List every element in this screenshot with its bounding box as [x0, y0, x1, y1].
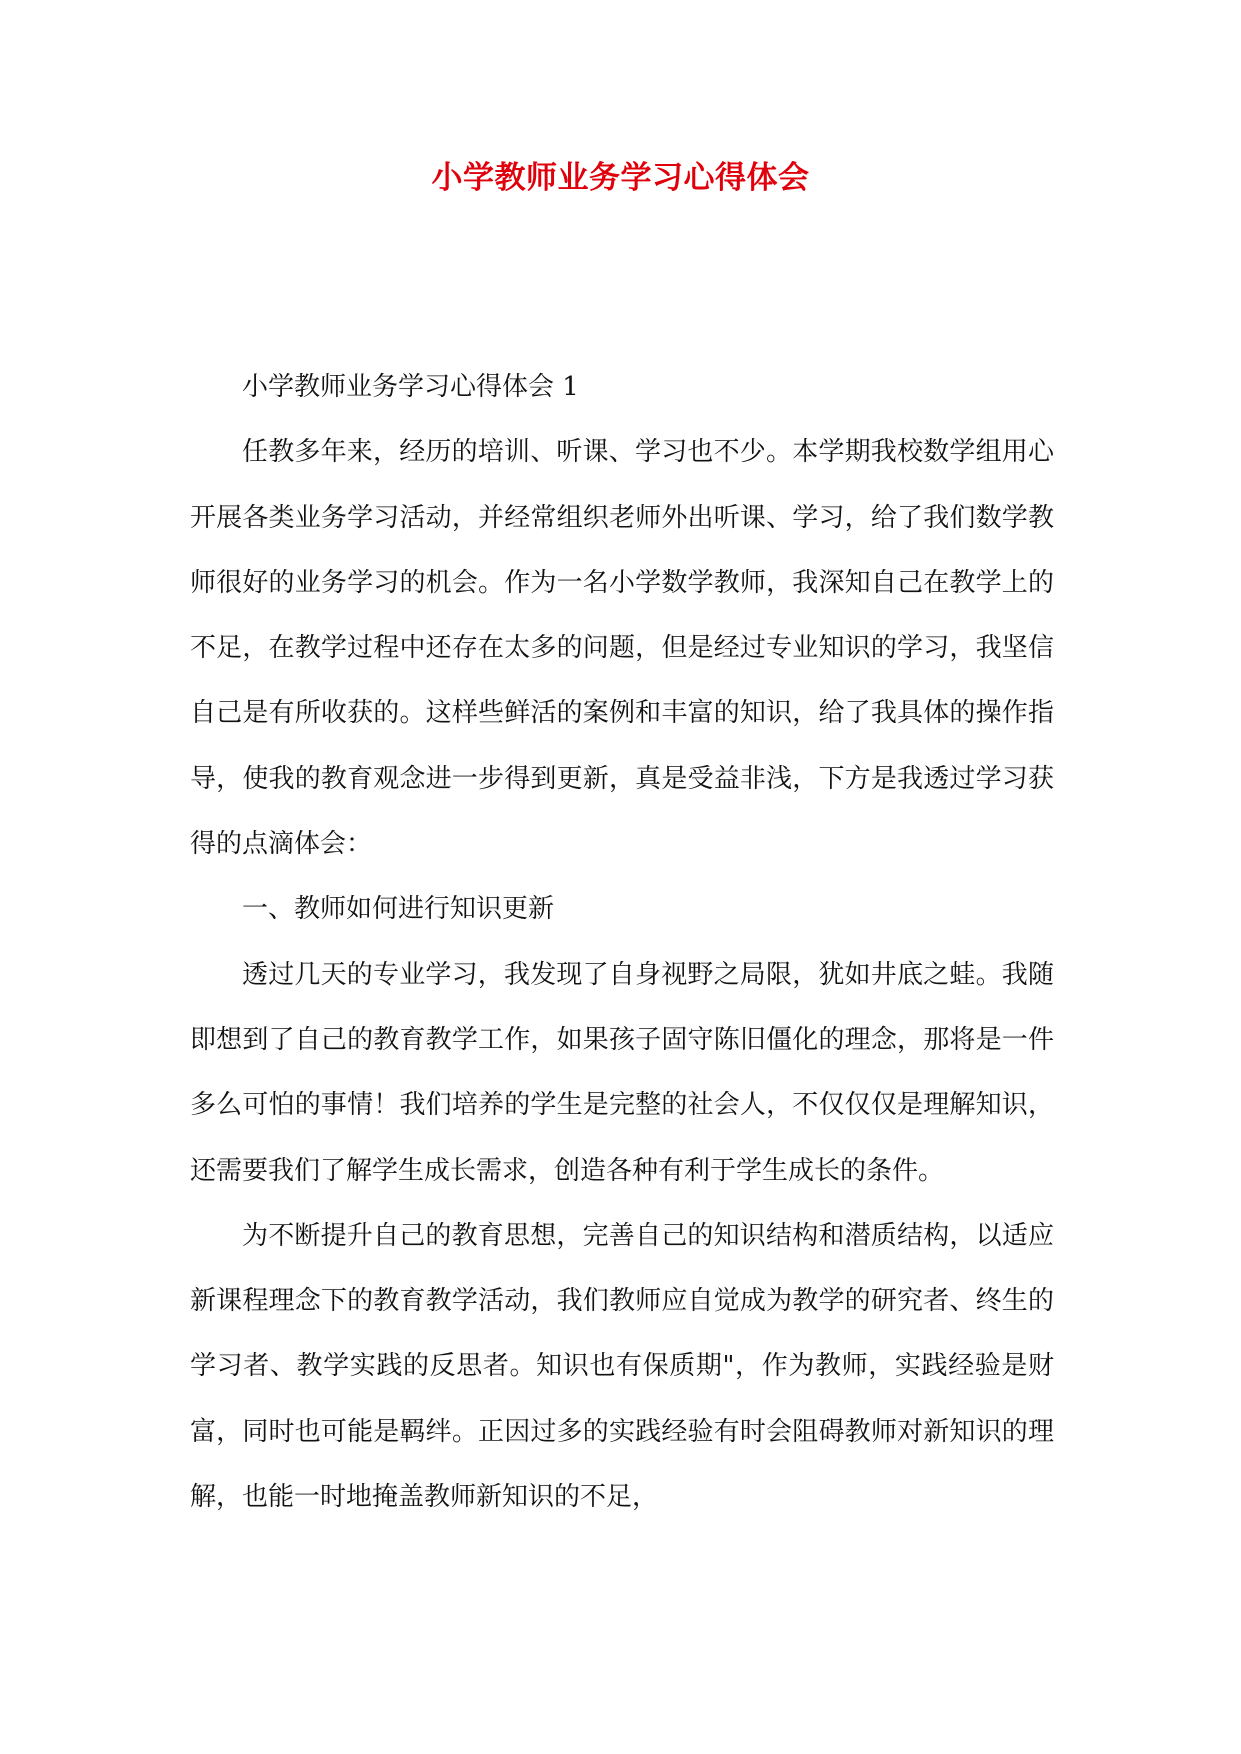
document-title: 小学教师业务学习心得体会	[431, 160, 810, 196]
paragraph-intro: 任教多年来，经历的培训、听课、学习也不少。本学期我校数学组用心开展各类业务学习活动，并经常组织老师外出听课、学习，给了我们数学教师很好的业务学习的机会。作为一名小学数学教师，我深知自己在教学上的不足，在教学过程中还存在太多的问题，但是经过专业知识的学习，我坚信自己是有所收获的。这样些鲜活的案例和丰富的知识，给了我具体的操作指导，使我的教育观念进一步得到更新，真是受益非浅，下方是我透过学习获得的点滴体会：	[190, 437, 1054, 860]
section-heading-knowledge-update: 一、教师如何进行知识更新	[242, 894, 555, 925]
paragraph-professional-learning: 透过几天的专业学习，我发现了自身视野之局限，犹如井底之蛙。我随即想到了自己的教育教学工作，如果孩子固守陈旧僵化的理念，那将是一件多么可怕的事情！我们培养的学生是完整的社会人，不仅仅仅是理解知识，还需要我们了解学生成长需求，创造各种有利于学生成长的条件。	[190, 959, 1054, 1186]
section-heading-1: 小学教师业务学习心得体会 1	[242, 372, 579, 402]
document-body	[190, 355, 1054, 1530]
paragraph-teacher-growth: 为不断提升自己的教育思想，完善自己的知识结构和潜质结构，以适应新课程理念下的教育教学活动，我们教师应自觉成为教学的研究者、终生的学习者、教学实践的反思者。知识也有保质期"，作为教师，实践经验是财富，同时也可能是羁绊。正因过多的实践经验有时会阻碍教师对新知识的理解，也能一时地掩盖教师新知识的不足，	[190, 1220, 1054, 1513]
